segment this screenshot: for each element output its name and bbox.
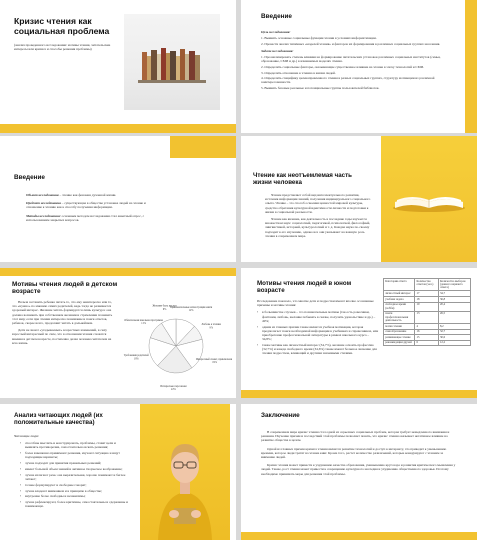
table-cell: учебная задача <box>384 297 415 303</box>
slide7-title: Анализ читающих людей (их положительные качества) <box>14 412 103 427</box>
list-item: • более взвешенно принимают решения, изучают ситуацию и ищут подходящие варианты; <box>20 451 128 459</box>
table-row <box>384 302 471 311</box>
table-cell: 20,4 <box>438 302 470 311</box>
slide5-title: Мотивы чтения людей в детском возрасте <box>12 281 118 296</box>
table-header-cell: Категории ответа <box>384 279 415 291</box>
list-item: • точнее формулируют и свободнее говорят; <box>20 483 128 487</box>
childhood-paragraph-2: Дети не знают «угадываемых» возрастных изменений, в силу взрослый интересный по силе, что в отношении чтения сложатся мнения в детском возрасте, постепенно делая человека читателем на всю жизнь. <box>12 328 112 345</box>
list-item: • способны мыслить и конструировать, проблемы, ставят цели и выявлять противоречия, самостоятельно искать решения; <box>20 441 128 449</box>
table-cell: личностный интерес <box>384 291 415 297</box>
reader-photo <box>140 404 230 540</box>
childhood-paragraph-1: Нельзя заставить ребенка читать то, что ему неинтересно или то, что «нужно» по мнению самих родителей, ведь тогда не развивается здоровый интерес. Желание читать формируется лишь культура: она должна возникать при собственном желании и стремлении познавать этот мир; если при чтении интересно понимание и поиск ответов, ребенок, скорее всего, продолжит читать в дальнейшем. <box>12 300 113 326</box>
list-item: • одним из главных причин также является учебная мотивация, которая предполагает поиск необходимой информации в учебниках и справочниках, или приобретение профессиональной литературы в рамках школьного курса – 34,8%; <box>257 325 379 342</box>
table-cell: мотив чтения <box>384 324 415 330</box>
pie-slice-label: Любовь к чтению 9% <box>201 323 222 330</box>
table-cell: 30,6 <box>438 335 470 341</box>
qualities-intro: Читающие люди: <box>14 434 39 438</box>
reader-illustration <box>140 404 230 540</box>
pie-slice-label: Обязательная школьная программа 11% <box>124 318 163 326</box>
slide4-title: Чтение как неотъемлемая часть жизни человека <box>253 172 352 187</box>
table-cell: 4 <box>415 324 438 330</box>
table-cell: 8,2 <box>438 324 470 330</box>
slide1-accent-bar <box>0 124 236 133</box>
table-cell: 34,7 <box>438 291 470 297</box>
slide7-body <box>14 434 128 510</box>
table-cell: 16 <box>415 329 438 335</box>
life-paragraph-2: Чтение как явление, как деятельность в последние годы изучается множеством наук: социологией, педагогикой, психологией, философией, лингвистикой, историей, культурологией и т. д. Каждая наука по-своему подходит к его изучению, однако все они указывают на важную роль чтения в современном мире. <box>265 217 371 238</box>
table-cell: свободное время (хобби) <box>384 302 415 311</box>
avito-watermark <box>386 506 449 530</box>
list-item: 2. Определить социальные факторы, оказывающие существенное влияние на чтение в эпоху технологий и СМИ. <box>261 65 424 69</box>
list-item: 1. Проанализировать степень влияния на формирование читательских установок различных социальных институтов (семья, образование, СМИ и др.) в изменяемых моделях чтения. <box>261 55 441 64</box>
pie-slice-label: Желание быть как все 9% <box>152 304 177 311</box>
object-paragraph <box>26 193 158 197</box>
table-cell: 6 <box>415 340 438 346</box>
youth-motives-table <box>383 278 471 346</box>
table-cell: самообразование <box>384 329 415 335</box>
slide-title <box>0 0 236 133</box>
list-item: • лучше владеют вниманием и в принципе в обществе; <box>20 489 128 493</box>
slide8-accent-bar <box>241 532 477 540</box>
table-cell: 17 <box>415 291 438 297</box>
slide2-accent-bar <box>465 0 477 133</box>
slide-intro-goals <box>241 0 477 133</box>
pie-slice-label: Интересный сюжет, приключения 19% <box>195 357 232 365</box>
list-item: 3. Определить отношение к чтению в жизни людей. <box>261 70 336 75</box>
conclusion-paragraph-3: Кризис чтения может привести к ухудшению качества образования, уменьшению кругозора и развития критического мышления у людей. Также, рост чтения может привести к сокращению культурного наследия и ухудшению общественного здоровья. Поэтому необходимо принимать меры для решения этой проблемы. <box>261 463 456 476</box>
open-book-illustration <box>381 136 477 262</box>
list-item: • лучше излагают речь: она выразительная, хорошо понимают и беглее читают; <box>20 473 128 481</box>
pie-slice-label: Требования родителей 18% <box>123 354 149 361</box>
slide3-title: Введение <box>14 174 45 181</box>
table-cell: 36,8 <box>438 297 470 303</box>
table-cell: 15 <box>415 335 438 341</box>
table-cell: рекомендации друзей <box>384 340 415 346</box>
subject-heading: Предмет исследования <box>26 201 61 206</box>
slide-intro-object <box>0 136 236 262</box>
goal-list <box>261 36 457 46</box>
qualities-list <box>14 441 128 508</box>
goal-heading: Цель исследования: <box>261 30 291 34</box>
list-item: 4. Определить специфику целенаправленного чтения в разных социальных группах, структуру мотивации из различной заинтересованности. <box>261 76 435 85</box>
list-item: • лучше подходят для принятия правильных решений; <box>20 461 128 465</box>
slide6-body <box>257 299 379 357</box>
table-header-cell: Количество выборок (данного варианта ответа) <box>438 279 470 291</box>
subject-text: – существующая в обществе установка людей на чтение и отношение к чтению как к способу получения информации. <box>26 201 146 210</box>
conclusion-paragraph-1: В современном мире кризис чтения стал одной из серьезных социальных проблем, которая требует немедленного внимания и решения. Изучение причин и последствий этой проблемы позволяет понять, что кризис чтения оказывает негативное влияние на развитие общества в целом. <box>261 430 450 443</box>
tasks-heading: Задачи исследования: <box>261 49 294 53</box>
youth-intro: Исследование показало, что многие дети и подростки имеют вполне осознанные причины и мотивы чтения: <box>257 299 374 308</box>
subject-paragraph <box>26 201 158 209</box>
table-cell: 10 <box>415 302 438 311</box>
slide-reader-qualities <box>0 404 236 540</box>
slide5-body <box>12 300 115 345</box>
methods-text: основным методом исследования стал анкетный опрос, с использованием закрытых вопросов. <box>26 213 145 222</box>
slide5-accent-bar <box>0 268 236 276</box>
youth-bullet-list <box>257 310 379 355</box>
slide3-body <box>26 193 158 222</box>
avito-logo-icon <box>386 509 404 527</box>
slide8-body <box>261 430 457 476</box>
tasks-list <box>261 55 457 90</box>
table-cell: 26,5 <box>438 311 470 323</box>
slide6-accent-bar <box>241 390 477 398</box>
list-item: 5. Выявить базовые реальные и потенциальные группы пользователей библиотек. <box>261 85 380 90</box>
pie-slice-label: Привлекательные иллюстрации книги 12% <box>170 305 213 313</box>
slide-reading-part-of-life <box>241 136 477 262</box>
table-cell: 12,2 <box>438 340 470 346</box>
slide8-title: Заключение <box>261 412 300 419</box>
list-item: • лучше рефлексируют, более критичны, самостоятельны и сдержанны и понимающи. <box>20 500 128 508</box>
list-item: • также мотивы как личностный интерес (34,7%), желание освоить профессию (32,7%) и жажда свободного время (34,6%) также имеют большое значение для чтения подростков, влияющий и другими значимыми стилями. <box>257 343 379 356</box>
table-header-cell: Количество ответов (чел.) <box>415 279 438 291</box>
table-row <box>384 340 471 346</box>
table-header-row <box>384 279 471 291</box>
open-book-photo <box>381 136 477 262</box>
life-paragraph-1: Чтение представляет собой вид интеллектуального развития, источник информации знаний, получения индивидуального социального опыта. Чтение – это способ освоения ценностей мировой культуры, средство обретения культурной идентичности личности и подготовки к жизни в социальной реальности. <box>265 193 371 214</box>
table-cell: развивающее чтение <box>384 335 415 341</box>
slide2-title: Введение <box>261 13 292 20</box>
slide-childhood-motives <box>0 268 236 398</box>
childhood-pie-chart <box>120 296 232 394</box>
list-item: • имеют большой объем знаний и активное творческое воображение; <box>20 467 128 471</box>
books-illustration <box>124 14 220 110</box>
table-row <box>384 311 471 323</box>
list-item: 2. Провести анализ типичных «моделей чтения» и факторов их формирования в различных социальных группах населения. <box>261 41 441 46</box>
table-cell: 18 <box>415 297 438 303</box>
table-cell: 13 <box>415 311 438 323</box>
pie-svg <box>120 296 232 394</box>
list-item: • в большинстве случаев – это познавательные мотивы (так есть ровесники, фантазии, любовь, желание побывать в сказке, получить удовольствие и др.) – 49%; <box>257 310 379 323</box>
slide1-title: Кризис чтения как социальная проблема <box>14 16 110 36</box>
slide3-accent-block <box>170 136 236 158</box>
object-text: – чтение как феномен духовной жизни. <box>58 193 117 197</box>
slide1-subtitle: (анализ проведенного исследования: мотивы чтения, читательские интересы или кризиса и способы решения проблемы) <box>14 43 111 52</box>
slide2-body <box>261 30 457 92</box>
conclusion-paragraph-2: Одной из главных причин кризиса чтения является развитие технологий и доступ к интернету, что приводит к уменьшению времени, которое люди тратят на чтение книг. Кроме того, растет количество развлечений, которые конкурируют с чтением за внимание людей. <box>261 446 447 460</box>
slide4-body <box>265 193 371 238</box>
list-item: 1. Выявить основные социальные функции чтения в условиях информатизации. <box>261 36 377 41</box>
methods-paragraph <box>26 214 158 222</box>
avito-logo-text: Avito <box>407 508 449 527</box>
object-heading: Объект исследования <box>26 193 59 197</box>
methods-heading: Методы исследования: <box>26 213 61 218</box>
table-cell: поиск профессиональная деятельность <box>384 311 415 323</box>
list-item: • внутренне более свободны и независимы; <box>20 494 128 498</box>
pie-slice-label: Интересные персонажи 22% <box>160 384 187 392</box>
table-cell: 32,7 <box>438 329 470 335</box>
slide-youth-motives <box>241 268 477 398</box>
slide6-title: Мотивы чтения людей в юном возрасте <box>257 280 352 295</box>
books-photo <box>124 14 220 110</box>
